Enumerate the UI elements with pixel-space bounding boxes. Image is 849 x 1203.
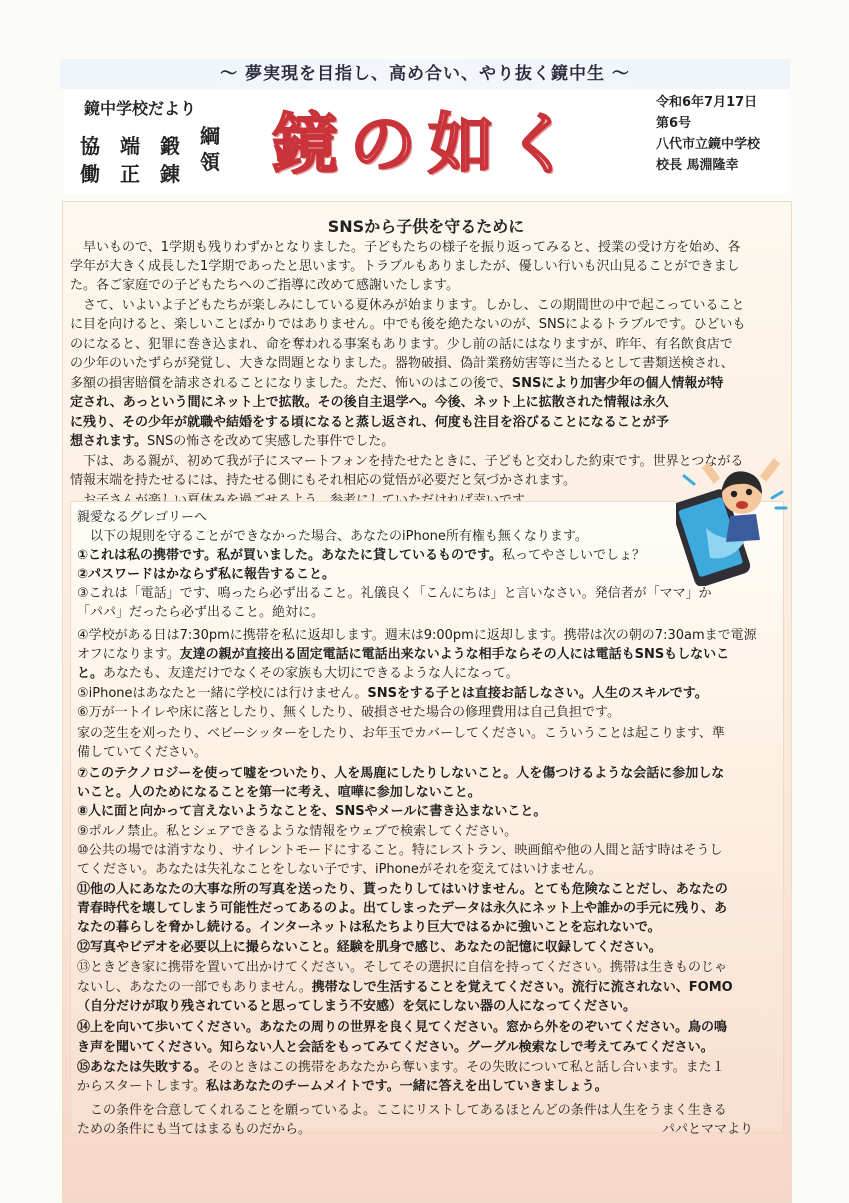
rule-14: ⑭上を向いて歩いてください。あなたの周りの世界を良く見てください。窓から外をのぞいてください。鳥の鳴: [77, 1020, 728, 1035]
paragraph-line: の少年のいたずらが発覚し、大きな問題となりました。器物破損、偽計業務妨害等に当たるとして書類送検され、: [70, 356, 734, 371]
text-bold: 友達の親が直接出る固定電話に電話出来ないような相手ならその人には電話もSNSもしないこ: [179, 647, 730, 662]
paragraph-line-bold: 定され、あっという間にネット上で拡散。その後自主退学へ。今後、ネット上に拡散された情報は永久: [70, 395, 669, 410]
text-bold: ⑮あなたは失敗する。: [77, 1060, 208, 1075]
rule-9: ⑨ポルノ禁止。私とシェアできるような情報をウェブで検索してください。: [77, 824, 518, 839]
paragraph-line: [70, 374, 782, 393]
paragraph-line: 早いもので、1学期も残りわずかとなりました。子どもたちの様子を振り返ってみると、授業の受け方を始め、各: [70, 240, 741, 255]
rule-3: ③これは「電話」です、鳴ったら必ず出ること。礼儀良く「こんにちは」と言いなさい。発信者が「ママ」か: [77, 586, 712, 601]
rule-4: ④学校がある日は7:30pmに携帯を私に返却します。週末は9:00pmに返却します。携帯は次の朝の7:30amまで電源: [77, 628, 757, 643]
paragraph-line: 下は、ある親が、初めて我が子にスマートフォンを持たせたときに、子どもと交わした約束です。世界とつながる: [70, 454, 744, 469]
letter-signature: パパとママより: [662, 1122, 754, 1137]
paragraph-line: 学年が大きく成長した1学期であったと思います。トラブルもありましたが、優しい行いも沢山見ることができまし: [70, 259, 740, 274]
rule-3-cont: 「パパ」だったら必ず出ること。絶対に。: [77, 605, 325, 620]
kanji-char: 鍛: [160, 134, 180, 158]
rule-7: ⑦このテクノロジーを使って嘘をついたり、人を馬鹿にしたりしないこと。人を傷つけるような会話に参加しな: [77, 766, 725, 781]
kanji-char: 綱: [200, 124, 220, 148]
rule-6: ⑥万が一トイレや床に落としたり、無くしたり、破損させた場合の修理費用は自己負担です。: [77, 705, 620, 720]
text-normal: ないし、あなたの一部でもありません。: [77, 980, 312, 995]
principal-name: 校長 馬淵隆幸: [656, 158, 739, 173]
text-normal: オフになります。: [77, 647, 180, 662]
article-title: SNSから子供を守るために: [327, 217, 525, 236]
rule-10-cont: てください。あなたは失礼なことをしない子です、iPhoneがそれを変えてはいけません。: [77, 862, 602, 877]
letter-intro: 以下の規則を守ることができなかった場合、あなたのiPhone所有権も無くなります。: [77, 529, 588, 544]
rule-8: ⑧人に面と向かって言えないようなことを、SNSやメールに書き込まないこと。: [77, 804, 547, 819]
text-bold: 想されます。: [70, 434, 147, 449]
text-normal: あなたも、友達だけでなくその家族も大切にできるような人になって。: [103, 666, 519, 681]
motto-banner: ～ 夢実現を目指し、高め合い、やり抜く鏡中生 ～: [60, 59, 790, 89]
text-bold: 携帯なしで生活することを覚えてください。流行に流されない、FOMO: [311, 980, 733, 995]
text-normal: ⑤iPhoneはあなたと一緒に学校には行けません。: [77, 686, 368, 701]
rule-15: [77, 1058, 789, 1077]
paragraph-line: [70, 432, 782, 451]
paragraph-line: のになると、犯罪に巻き込まれ、命を奪われる事案もあります。少し前の話にはなりますが、昨年、有名飲食店で: [70, 337, 733, 352]
issue-number: 第6号: [656, 116, 692, 131]
paragraph-line: さて、いよいよ子どもたちが楽しみにしている夏休みが始まります。しかし、この期間世の中で起こっていること: [70, 298, 745, 313]
rule-11-cont: なたの暮らしを脅かし続ける。インターネットは私たちより巨大ではるかに強いことを忘れないで。: [77, 920, 661, 935]
rule-13: ⑬ときどき家に携帯を置いて出かけてください。そしてその選択に自信を持ってください。携帯は生きものじゃ: [77, 960, 728, 975]
rule-11-cont: 青春時代を壊してしまう可能性だってあるのよ。出てしまったデータは永久にネット上や誰かの手元に残り、あ: [77, 901, 728, 916]
rule-15-cont: [77, 1077, 789, 1096]
text-bold: SNSにより加害少年の個人情報が特: [511, 376, 724, 391]
text-normal: 多額の損害賠償を請求されることになりました。ただ、怖いのはこの後で、: [70, 376, 512, 391]
paragraph-line: た。各ご家庭での子どもたちへのご指導に改めて感謝いたします。: [70, 278, 459, 293]
letter-greeting: 親愛なるグレゴリーへ: [77, 510, 208, 525]
newsletter-title: 鏡の如く: [272, 105, 584, 183]
school-label: 鏡中学校だより: [84, 99, 197, 118]
rule-5: [77, 684, 789, 703]
text-bold: 私はあなたのチームメイトです。一緒に答えを出していきましょう。: [205, 1079, 608, 1094]
rule-1: [77, 546, 789, 565]
paragraph-line-bold: に残り、その少年が就職や結婚をする頃になると蒸し返され、何度も注目を浴びることになることが予: [70, 415, 669, 430]
rule-7-cont: いこと。人のためになることを第一に考え、喧嘩に参加しないこと。: [77, 785, 481, 800]
text-bold: SNSをする子とは直接お話しなさい。人生のスキルです。: [367, 686, 708, 701]
kanji-char: 正: [120, 162, 140, 186]
rule-10: ⑩公共の場では消すなり、サイレントモードにすること。特にレストラン、映画館や他の人間と話す時はそうし: [77, 843, 723, 858]
letter-closing: この条件を合意してくれることを願っているよ。ここにリストしてあるほとんどの条件は人生をうまく生きる: [77, 1103, 727, 1118]
rule-11: ⑪他の人にあなたの大事な所の写真を送ったり、貰ったりしてはいけません。とても危険なことだし、あなたの: [77, 882, 728, 897]
rule-4-cont: [77, 645, 789, 664]
rule-13-cont: （自分だけが取り残されていると思ってしまう不安感）を気にしない器の人になってください。: [77, 999, 637, 1014]
kanji-char: 協: [80, 134, 100, 158]
kanji-motto-grid: [78, 120, 258, 190]
rule-6-cont: 備していてください。: [77, 745, 208, 760]
issue-info: [656, 92, 786, 188]
kanji-char: 領: [200, 150, 220, 174]
kanji-char: 働: [80, 162, 100, 186]
letter-closing-cont: ための条件にも当てはまるものだから。: [77, 1122, 312, 1137]
rule-6-cont: 家の芝生を刈ったり、ベビーシッターをしたり、お年玉でカバーしてください。こういうことは起こります、準: [77, 726, 725, 741]
kanji-char: 錬: [160, 162, 180, 186]
text-normal: SNSの怖さを改めて実感した事件でした。: [146, 434, 395, 449]
text-bold: と。: [77, 666, 104, 681]
rule-13-cont: [77, 978, 789, 997]
kanji-char: 端: [120, 134, 140, 158]
text-normal: そのときはこの携帯をあなたから奪います。その失敗について私と話し合います。また１: [207, 1060, 725, 1075]
rule-12: ⑫写真やビデオを必要以上に撮らないこと。経験を肌身で感じ、あなたの記憶に収録してください。: [77, 940, 662, 955]
rule-14-cont: き声を聞いてください。知らない人と会話をもってみてください。グーグル検索なしで考えてみてください。: [77, 1040, 714, 1055]
paragraph-line: に目を向けると、楽しいことばかりではありません。中でも後を絶たないのが、SNSによるトラブルです。ひどいも: [70, 317, 746, 332]
paragraph-line: 情報末端を持たせるには、持たせる側にもそれ相応の覚悟が必要だと気づかされます。: [70, 473, 576, 488]
issue-date: 令和6年7月17日: [656, 95, 758, 110]
rule-4-cont: [77, 664, 789, 683]
rule-2: ②パスワードはかならず私に報告すること。: [77, 567, 336, 582]
text-normal: からスタートします。: [77, 1079, 206, 1094]
text-bold: ①これは私の携帯です。私が買いました。あなたに貸しているものです。: [77, 548, 502, 563]
school-name: 八代市立鏡中学校: [656, 137, 761, 152]
text-normal: 私ってやさしいでしょ？: [501, 548, 645, 563]
